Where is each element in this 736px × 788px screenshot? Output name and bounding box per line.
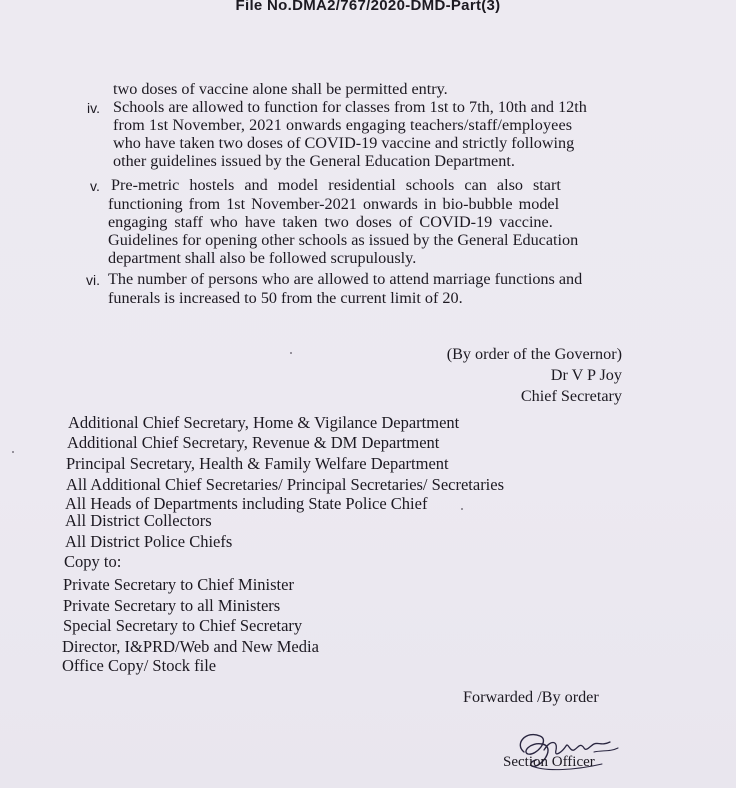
body-line: engaging staff who have taken two doses of COVID-19 vaccine. — [108, 213, 553, 231]
distribution-item: Additional Chief Secretary, Home & Vigilance Department — [68, 413, 460, 432]
file-number-header: File No.DMA2/767/2020-DMD-Part(3) — [235, 0, 501, 14]
distribution-item: All District Collectors — [65, 511, 212, 530]
body-line: Pre-metric hostels and model residential schools can also start — [111, 176, 561, 194]
signatory-name: Dr V P Joy — [550, 366, 622, 384]
body-line: two doses of vaccine alone shall be permitted entry. — [113, 80, 448, 98]
scan-speck — [12, 451, 14, 453]
signature-mark — [506, 722, 626, 782]
distribution-item: Private Secretary to all Ministers — [63, 596, 281, 615]
body-line: from 1st November, 2021 onwards engaging teachers/staff/employees — [113, 116, 573, 134]
body-line: department shall also be followed scrupulously. — [108, 249, 417, 267]
copy-to-label: Copy to: — [64, 552, 122, 571]
distribution-item: Private Secretary to Chief Minister — [63, 575, 294, 594]
distribution-item: Office Copy/ Stock file — [62, 656, 217, 675]
forwarded-by-order: Forwarded /By order — [463, 688, 599, 706]
distribution-item: Principal Secretary, Health & Family Welfare Department — [66, 454, 449, 473]
body-line: other guidelines issued by the General Education Department. — [113, 152, 515, 170]
distribution-item: All Additional Chief Secretaries/ Principal Secretaries/ Secretaries — [66, 475, 505, 494]
body-line: Schools are allowed to function for classes from 1st to 7th, 10th and 12th — [113, 98, 587, 116]
scan-speck — [290, 352, 292, 354]
section-officer-label: Section Officer — [503, 754, 595, 770]
item-number-iv: iv. — [87, 100, 100, 116]
body-line: funerals is increased to 50 from the current limit of 20. — [108, 289, 463, 307]
item-number-vi: vi. — [86, 272, 100, 288]
item-number-v: v. — [90, 178, 100, 194]
by-order-line: (By order of the Governor) — [446, 345, 622, 363]
body-line: who have taken two doses of COVID-19 vaccine and strictly following — [113, 134, 575, 152]
distribution-item: Additional Chief Secretary, Revenue & DM Department — [67, 433, 440, 452]
body-line: Guidelines for opening other schools as issued by the General Education — [108, 231, 579, 249]
signatory-designation: Chief Secretary — [520, 387, 622, 405]
distribution-item: All Heads of Departments including State Police Chief — [65, 494, 428, 513]
body-line: The number of persons who are allowed to attend marriage functions and — [108, 270, 583, 288]
body-line: functioning from 1st November-2021 onwards in bio-bubble model — [108, 195, 560, 213]
distribution-item: Director, I&PRD/Web and New Media — [62, 637, 319, 656]
scan-speck — [461, 508, 463, 510]
distribution-item: Special Secretary to Chief Secretary — [63, 616, 303, 635]
distribution-item: All District Police Chiefs — [65, 532, 233, 551]
